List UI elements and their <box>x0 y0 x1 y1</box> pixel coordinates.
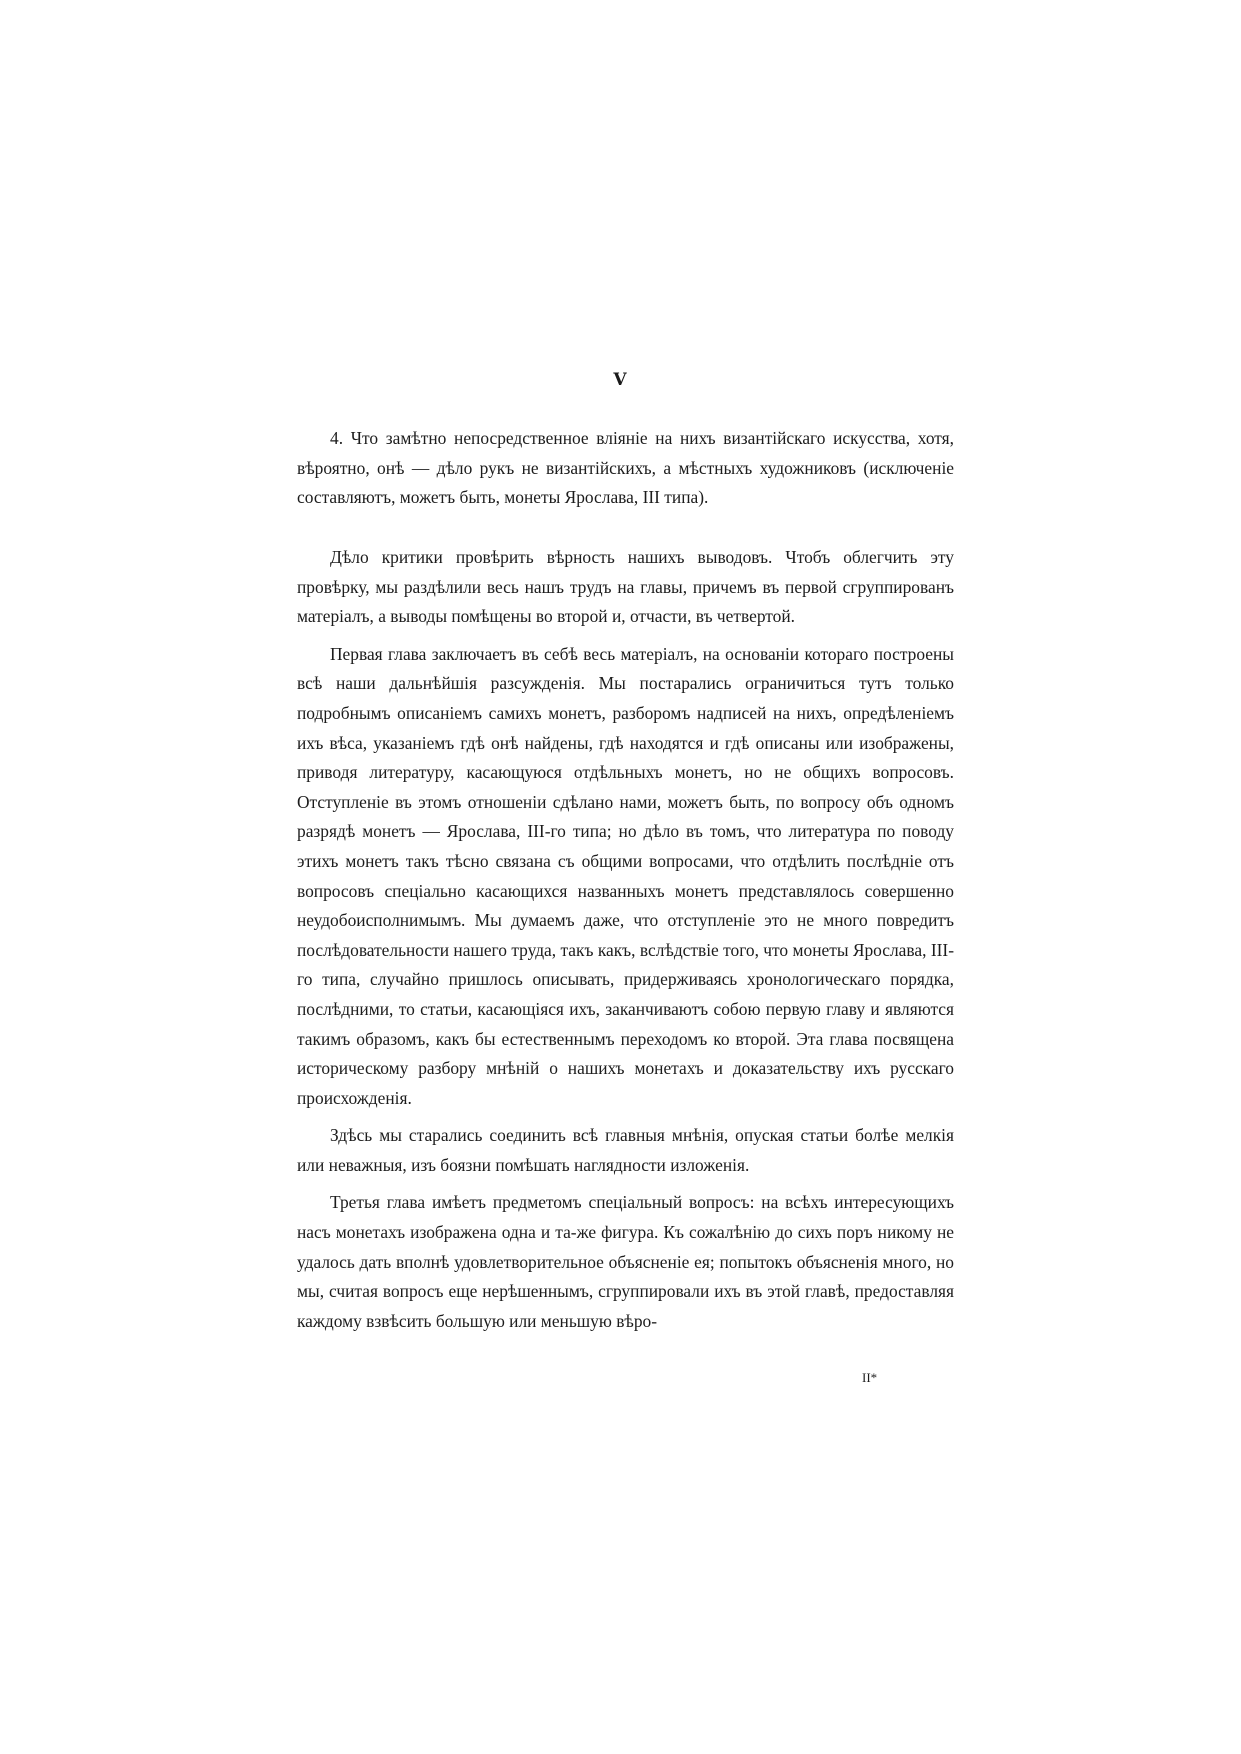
text-block-chapters <box>297 543 954 1336</box>
printer-signature-mark: II* <box>862 1370 878 1385</box>
paragraph: Первая глава заключаетъ въ себѣ весь матеріалъ, на основаніи котораго построены всѣ наши дальнѣйшія разсужденія. Мы постарались ограничиться тутъ только подробнымъ описаніемъ самихъ монетъ, разборомъ надписей на нихъ, опредѣленіемъ ихъ вѣса, указаніемъ гдѣ онѣ найдены, гдѣ находятся и гдѣ описаны или изображены, приводя литературу, касающуюся отдѣльныхъ монетъ, но не общихъ вопросовъ. Отступленіе въ этомъ отношеніи сдѣлано нами, можетъ быть, по вопросу объ одномъ разрядѣ монетъ — Ярослава, III-го типа; но дѣло въ томъ, что литература по поводу этихъ монетъ такъ тѣсно связана съ общими вопросами, что отдѣлить послѣдніе отъ вопросовъ спеціально касающихся названныхъ монетъ представлялось совершенно неудобоисполнимымъ. Мы думаемъ даже, что отступленіе это не много повредитъ послѣдовательности нашего труда, такъ какъ, вслѣдствіе того, что монеты Ярослава, III-го типа, случайно пришлось описывать, придерживаясь хронологическаго порядка, послѣдними, то статьи, касающіяся ихъ, заканчиваютъ собою первую главу и являются такимъ образомъ, какъ бы естественнымъ переходомъ ко второй. Эта глава посвящена историческому разбору мнѣній о нашихъ монетахъ и доказательству ихъ русскаго происхожденія. <box>297 643 954 1108</box>
paragraph: Здѣсь мы старались соединить всѣ главныя мнѣнія, опуская статьи болѣе мелкія или неважныя, изъ боязни помѣшать наглядности изложенія. <box>297 1125 954 1175</box>
paragraph: Третья глава имѣетъ предметомъ спеціальный вопросъ: на всѣхъ интересующихъ насъ монетахъ изображена одна и та-же фигура. Къ сожалѣнію до сихъ поръ никому не удалось дать вполнѣ удовлетворительное объясненіе ея; попытокъ объясненія много, но мы, считая вопросъ еще нерѣшеннымъ, сгруппировали ихъ въ этой главѣ, предоставляя каждому взвѣсить большую или меньшую вѣро- <box>297 1192 954 1331</box>
paragraph: Дѣло критики провѣрить вѣрность нашихъ выводовъ. Чтобъ облегчить эту провѣрку, мы раздѣлили весь нашъ трудъ на главы, причемъ въ первой сгруппированъ матеріалъ, а выводы помѣщены во второй и, отчасти, въ четвертой. <box>297 547 954 627</box>
page-number: V <box>613 370 627 390</box>
paragraph: 4. Что замѣтно непосредственное вліяніе на нихъ византійскаго искусства, хотя, вѣроятно, онѣ — дѣло рукъ не византійскихъ, а мѣстныхъ художниковъ (исключеніе составляютъ, можетъ быть, монеты Ярослава, III типа). <box>297 428 954 508</box>
text-block-conclusion-4 <box>297 424 954 513</box>
